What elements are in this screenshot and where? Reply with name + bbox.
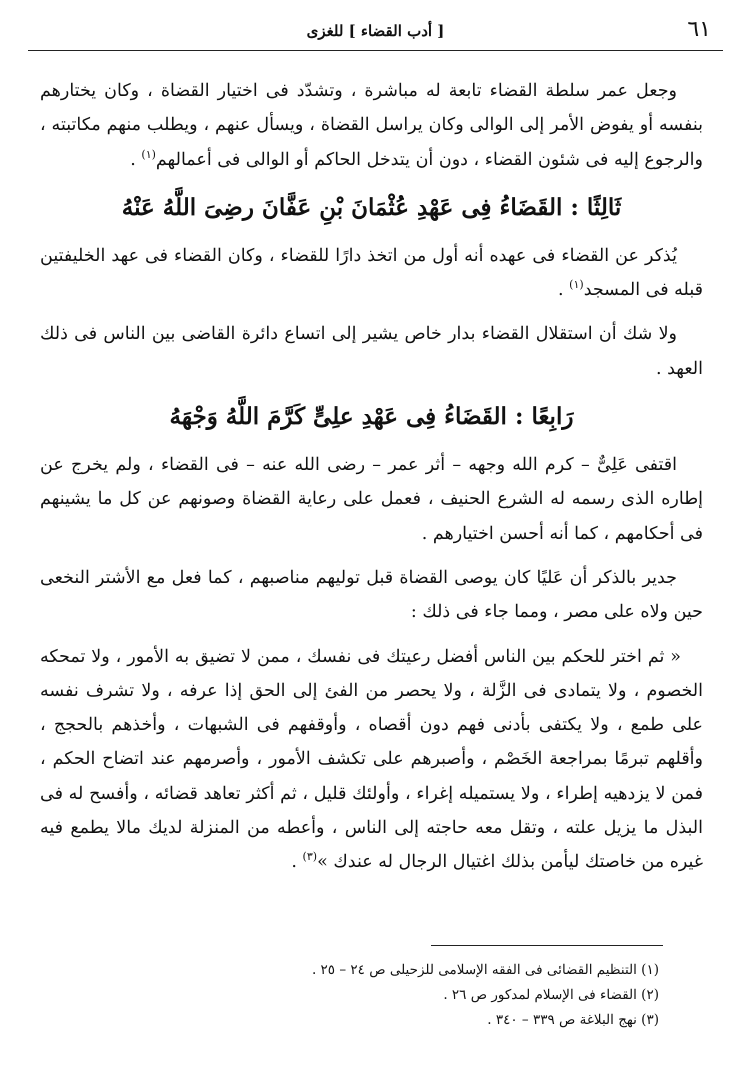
- footnote: (٣) نهج البلاغة ص ٣٣٩ – ٣٤٠ .: [487, 1012, 659, 1028]
- paragraph-end: .: [291, 852, 297, 873]
- footnote: (١) التنظيم القضائى فى الفقه الإسلامى للزحيلى ص ٢٤ – ٢٥ .: [311, 962, 659, 978]
- paragraph: [40, 239, 703, 308]
- footnote-ref: (١): [569, 278, 584, 292]
- footnote-ref: (٣): [302, 850, 318, 864]
- paragraph: اقتفى عَلِىٌّ – كرم الله وجهه – أثر عمر – رضى الله عنه – فى القضاء ، ولم يخرج عن إطاره الذى رسمه له الشرع الحنيف ، فعمل على رعاية القضاة وصونهم عن كل ما يشينهم فى أحكامهم ، كما أنه أحسن اختيارهم .: [40, 455, 703, 544]
- paragraph-end: .: [558, 280, 564, 301]
- page-header: [28, 14, 723, 51]
- running-title: [ أدب القضاء ] للغزى: [306, 22, 445, 40]
- section-heading-4: رَابِعًا : القَضَاءُ فِى عَهْدِ علِىٍّ كَرَّمَ اللَّهُ وَجْهَهُ: [169, 403, 574, 431]
- paragraph: ولا شك أن استقلال القضاء بدار خاص يشير إلى اتساع دائرة القاضى بين الناس فى ذلك العهد .: [40, 324, 703, 379]
- footnote-ref: (١): [141, 147, 156, 161]
- page-number: ٦١: [687, 17, 711, 42]
- paragraph-text: يُذكر عن القضاء فى عهده أنه أول من اتخذ دارًا للقضاء ، وكان القضاء فى عهد الخليفتين قبله فى المسجد: [40, 245, 703, 301]
- main-text: [40, 74, 703, 890]
- footnote-divider: [431, 945, 663, 946]
- section-heading-3: ثَالِثًا : القَضَاءُ فِى عَهْدِ عُثْمَانَ بْنِ عَفَّانَ رضِىَ اللَّهُ عَنْهُ: [121, 193, 622, 221]
- quote-paragraph: [40, 640, 703, 880]
- footnote: (٢) القضاء فى الإسلام لمدكور ص ٢٦ .: [443, 987, 659, 1003]
- paragraph-text: وجعل عمر سلطة القضاء تابعة له مباشرة ، وتشدّد فى اختيار القضاة ، وكان يختارهم بنفسه أو يفوض الأمر إلى الوالى وكان يراسل القضاة ، ويسأل عنهم ، ويطلب منهم مكاتبته ، والرجوع إليه فى شئون القضاء ، دون أن يتدخل الحاكم أو الوالى فى أعمالهم: [40, 81, 703, 170]
- footnotes: [40, 958, 659, 1033]
- paragraph-text: « ثم اختر للحكم بين الناس أفضل رعيتك فى نفسك ، ممن لا تضيق به الأمور ، ولا تمحكه الخصوم ، ولا يتمادى فى الزَّلة ، ولا يحصر من الفئ إلى الحق إذا عرفه ، ولا تشرف نفسه على طمع ، ولا يكتفى بأدنى فهم دون أقصاه ، وأوقفهم فى الشبهات ، وأخذهم بالحجج ، وأقلهم تبرمًا بمراجعة الخَصْم ، وأصبرهم على تكشف الأمور ، وأصرمهم عند اتضاح الحكم ، فمن لا يزدهيه إطراء ، ولا يستميله إغراء ، وأولئك قليل ، ثم أكثر تعاهد قضائه ، وأفسح له فى البذل ما يزيل علته ، وتقل معه حاجته إلى الناس ، وأعطه من المنزلة لديك مالا يطمع فيه غيره من خاصتك ليأمن بذلك اغتيال الرجال له عندك »: [40, 646, 703, 873]
- paragraph-end: .: [130, 149, 136, 170]
- paragraph: [40, 74, 703, 177]
- paragraph: جدير بالذكر أن عَليًا كان يوصى القضاة قبل توليهم مناصبهم ، كما فعل مع الأشتر النخعى حين ولاه على مصر ، ومما جاء فى ذلك :: [40, 567, 703, 623]
